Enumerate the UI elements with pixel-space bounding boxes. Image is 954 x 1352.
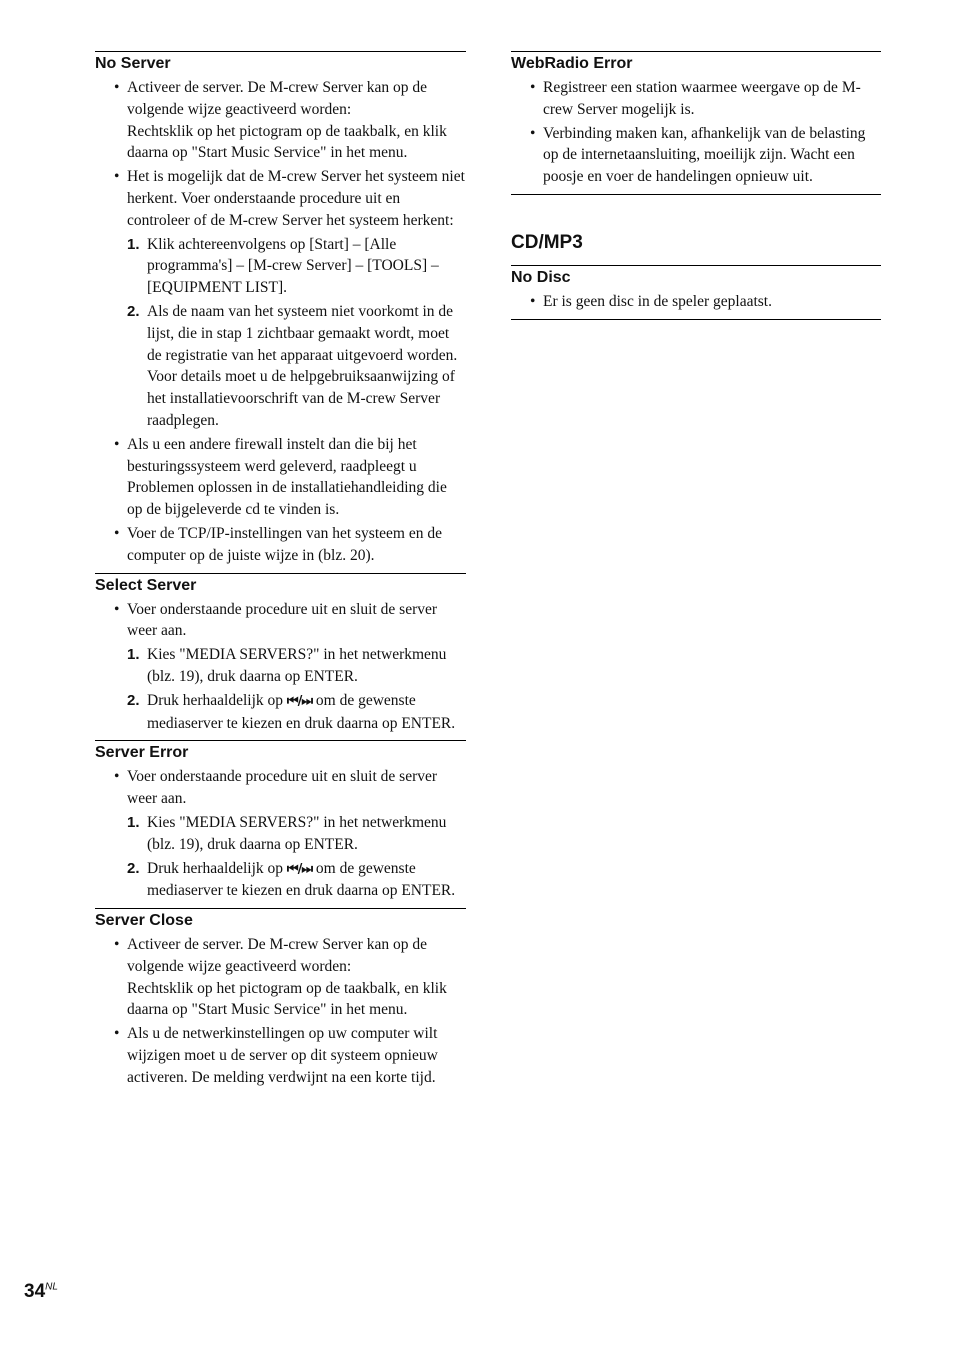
step-item bbox=[95, 234, 466, 299]
step-list bbox=[95, 234, 466, 432]
section-title: No Server bbox=[95, 55, 171, 72]
bullet-text: Verbinding maken kan, afhankelijk van de belasting op de internetaansluiting, moeilijk zijn. Wacht een poosje en voer de handelingen opnieuw uit. bbox=[543, 124, 866, 186]
bullet-item bbox=[511, 123, 881, 188]
section-title: WebRadio Error bbox=[511, 55, 633, 72]
bullet-item bbox=[95, 166, 466, 231]
bullet-list bbox=[95, 934, 466, 1089]
step-text: Kies "MEDIA SERVERS?" in het netwerkmenu (blz. 19), druk daarna op ENTER. bbox=[147, 646, 447, 685]
step-item bbox=[95, 301, 466, 432]
bullet-list bbox=[511, 291, 881, 313]
bullet-continuation: Rechtsklik op het pictogram op de taakbalk, en klik daarna op "Start Music Service" in het menu. bbox=[127, 122, 447, 162]
section-no-disc bbox=[511, 265, 881, 320]
step-item bbox=[95, 812, 466, 856]
section-server-close bbox=[95, 908, 466, 1089]
step-text: Klik achtereenvolgens op [Start] – [Alle programma's] – [M-crew Server] – [TOOLS] – [EQUIPMENT LIST]. bbox=[147, 235, 439, 297]
step-item bbox=[95, 644, 466, 688]
page-number bbox=[24, 1281, 58, 1303]
step-number: 1. bbox=[127, 235, 140, 253]
step-text-pre: Druk herhaaldelijk op bbox=[147, 859, 284, 877]
section-title: Server Close bbox=[95, 912, 193, 930]
bullet-text: Voer onderstaande procedure uit en sluit de server weer aan. bbox=[127, 600, 438, 640]
left-column bbox=[95, 51, 466, 1091]
bullet-item bbox=[95, 599, 466, 643]
bullet-item bbox=[511, 291, 881, 313]
step-number: 2. bbox=[127, 302, 140, 320]
section-title: Select Server bbox=[95, 576, 197, 594]
bullet-text: Voer de TCP/IP-instellingen van het systeem en de computer op de juiste wijze in (blz. 20). bbox=[127, 524, 442, 564]
bullet-item bbox=[95, 766, 466, 810]
bullet-text: Voer onderstaande procedure uit en sluit de server weer aan. bbox=[127, 768, 438, 808]
section-server-error bbox=[95, 740, 466, 902]
bullet-text: Registreer een station waarmee weergave op de M-crew Server mogelijk is. bbox=[543, 79, 861, 118]
section-divider bbox=[511, 319, 881, 320]
step-item bbox=[95, 690, 466, 735]
bullet-text: Het is mogelijk dat de M-crew Server het systeem niet herkent. Voer onderstaande procedure uit en controleer of de M-crew Server het systeem herkent: bbox=[127, 168, 465, 229]
step-number: 1. bbox=[127, 813, 140, 831]
step-text: Kies "MEDIA SERVERS?" in het netwerkmenu (blz. 19), druk daarna op ENTER. bbox=[147, 813, 447, 853]
step-number: 1. bbox=[127, 646, 140, 664]
section-title: Server Error bbox=[95, 744, 189, 762]
step-item bbox=[95, 858, 466, 903]
section-select-server bbox=[95, 573, 466, 735]
step-text-pre: Druk herhaaldelijk op bbox=[147, 691, 284, 709]
bullet-item bbox=[95, 434, 466, 521]
step-number: 2. bbox=[127, 859, 140, 877]
page-language-suffix: NL bbox=[45, 1281, 58, 1293]
step-text-post: om de gewenste mediaserver te kiezen en druk daarna op ENTER. bbox=[147, 691, 456, 732]
bullet-list bbox=[95, 434, 466, 567]
bullet-continuation: Rechtsklik op het pictogram op de taakbalk, en klik daarna op "Start Music Service" in het menu. bbox=[127, 979, 447, 1019]
step-text-post: om de gewenste mediaserver te kiezen en druk daarna op ENTER. bbox=[147, 859, 456, 900]
bullet-text: Activeer de server. De M-crew Server kan op de volgende wijze geactiveerd worden: bbox=[127, 936, 427, 975]
bullet-item bbox=[95, 523, 466, 567]
section-webradio-error bbox=[511, 51, 881, 195]
bullet-text: Als u een andere firewall instelt dan die bij het besturingssysteem werd geleverd, raadpleegt u Problemen oplossen in de installatiehandleiding die op de bijgeleverde cd te vinden is. bbox=[127, 435, 447, 519]
bullet-item bbox=[95, 77, 466, 164]
bullet-list bbox=[95, 599, 466, 643]
section-title: No Disc bbox=[511, 268, 571, 286]
bullet-list bbox=[95, 77, 466, 232]
bullet-list bbox=[95, 766, 466, 810]
bullet-text: Activeer de server. De M-crew Server kan op de volgende wijze geactiveerd worden: bbox=[127, 79, 427, 118]
section-no-server bbox=[95, 51, 466, 567]
bullet-text: Er is geen disc in de speler geplaatst. bbox=[543, 292, 772, 310]
step-number: 2. bbox=[127, 691, 140, 709]
chapter-heading: CD/MP3 bbox=[511, 231, 583, 253]
bullet-text: Als u de netwerkinstellingen op uw computer wilt wijzigen moet u de server op dit systeem opnieuw activeren. De melding verdwijnt na een korte tijd. bbox=[127, 1025, 438, 1086]
step-text: Als de naam van het systeem niet voorkomt in de lijst, die in stap 1 zichtbaar gemaakt wordt, moet de registratie van het apparaat uitgevoerd worden. Voor details moet u de helpgebruiksaanwijzing of het installatievoorschrift van de M-crew Server raadplegen. bbox=[147, 302, 458, 429]
page-number-value: 34 bbox=[24, 1281, 46, 1302]
right-column bbox=[511, 51, 881, 320]
step-list bbox=[95, 812, 466, 902]
bullet-item bbox=[511, 77, 881, 121]
prev-next-icon: ⏮/⏭ bbox=[286, 861, 313, 877]
prev-next-icon: ⏮/⏭ bbox=[286, 693, 313, 709]
bullet-list bbox=[511, 77, 881, 188]
step-list bbox=[95, 644, 466, 734]
bullet-item bbox=[95, 1023, 466, 1088]
bullet-item bbox=[95, 934, 466, 1021]
section-divider bbox=[511, 194, 881, 195]
